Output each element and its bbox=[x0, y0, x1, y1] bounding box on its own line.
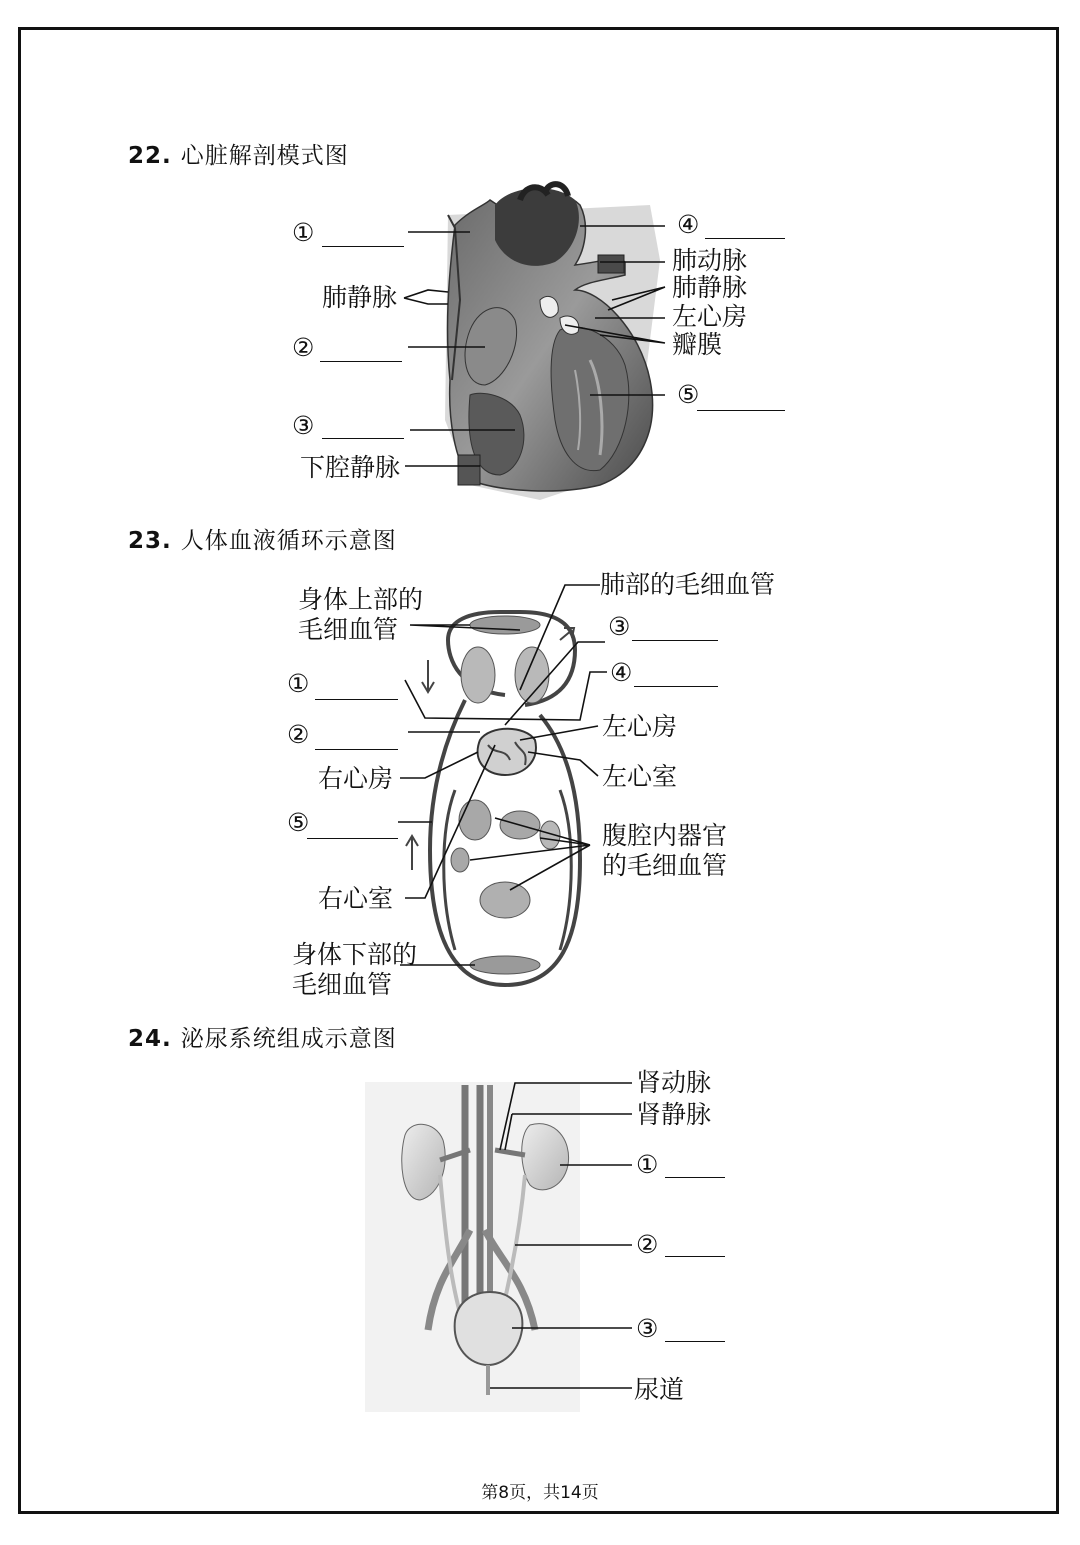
circ-marker-4: ④ bbox=[610, 658, 633, 687]
urinary-answer-blank-3[interactable] bbox=[665, 1341, 725, 1342]
heart-marker-5: ⑤ bbox=[677, 380, 700, 409]
question-24-title: 24. 泌尿系统组成示意图 bbox=[128, 1026, 397, 1052]
heart-label-valve: 瓣膜 bbox=[672, 330, 723, 359]
circ-label-right-atrium: 右心房 bbox=[318, 764, 394, 793]
urinary-answer-blank-2[interactable] bbox=[665, 1256, 725, 1257]
circ-label-upper-capillaries-line2: 毛细血管 bbox=[298, 615, 399, 644]
heart-marker-2: ② bbox=[292, 333, 315, 362]
question-title-text: 心脏解剖模式图 bbox=[180, 143, 349, 169]
circ-marker-1: ① bbox=[287, 669, 310, 698]
question-title-text: 人体血液循环示意图 bbox=[180, 528, 397, 554]
question-number: 24 bbox=[128, 1026, 163, 1052]
circ-label-lung-capillaries: 肺部的毛细血管 bbox=[600, 570, 776, 599]
circ-answer-blank-5[interactable] bbox=[307, 838, 398, 839]
circ-answer-blank-1[interactable] bbox=[315, 699, 398, 700]
heart-label-left-atrium: 左心房 bbox=[672, 302, 748, 331]
heart-label-pulmonary-artery: 肺动脉 bbox=[672, 246, 748, 275]
question-number: 22 bbox=[128, 143, 163, 169]
circ-label-abdominal-line1: 腹腔内器官 bbox=[602, 821, 728, 850]
urinary-label-renal-vein: 肾静脉 bbox=[636, 1100, 712, 1129]
heart-marker-1: ① bbox=[292, 218, 315, 247]
circulation-illustration bbox=[430, 612, 580, 985]
urinary-marker-3: ③ bbox=[636, 1314, 659, 1343]
page-number: 第8页，共14页 bbox=[481, 1483, 599, 1503]
circ-label-left-ventricle: 左心室 bbox=[602, 762, 678, 791]
question-23-title: 23. 人体血液循环示意图 bbox=[128, 528, 397, 554]
circ-marker-5: ⑤ bbox=[287, 808, 310, 837]
circ-answer-blank-4[interactable] bbox=[634, 686, 718, 687]
circ-marker-2: ② bbox=[287, 720, 310, 749]
circ-label-abdominal-line2: 的毛细血管 bbox=[602, 851, 728, 880]
circ-label-right-ventricle: 右心室 bbox=[318, 884, 394, 913]
heart-illustration bbox=[445, 184, 660, 500]
heart-label-inferior-vena-cava: 下腔静脉 bbox=[300, 453, 401, 482]
question-number: 23 bbox=[128, 528, 163, 554]
heart-answer-blank-5[interactable] bbox=[697, 410, 785, 411]
circulation-organs bbox=[406, 616, 574, 974]
circ-label-left-atrium: 左心房 bbox=[602, 712, 678, 741]
heart-answer-blank-4[interactable] bbox=[705, 238, 785, 239]
heart-answer-blank-2[interactable] bbox=[320, 361, 402, 362]
circ-answer-blank-3[interactable] bbox=[632, 640, 718, 641]
heart-label-pulmonary-vein-right: 肺静脉 bbox=[672, 273, 748, 302]
circ-label-lower-capillaries-line1: 身体下部的 bbox=[292, 940, 418, 969]
heart-marker-3: ③ bbox=[292, 411, 315, 440]
heart-answer-blank-3[interactable] bbox=[322, 438, 404, 439]
urinary-marker-1: ① bbox=[636, 1150, 659, 1179]
urinary-illustration bbox=[365, 1082, 580, 1412]
heart-answer-blank-1[interactable] bbox=[322, 246, 404, 247]
urinary-label-urethra: 尿道 bbox=[634, 1375, 685, 1404]
question-title-text: 泌尿系统组成示意图 bbox=[180, 1026, 397, 1052]
circ-answer-blank-2[interactable] bbox=[315, 749, 398, 750]
heart-marker-4: ④ bbox=[677, 210, 700, 239]
question-22-title: 22. 心脏解剖模式图 bbox=[128, 143, 349, 169]
circ-marker-3: ③ bbox=[608, 612, 631, 641]
heart-label-pulmonary-vein-left: 肺静脉 bbox=[322, 283, 398, 312]
urinary-label-renal-artery: 肾动脉 bbox=[636, 1068, 712, 1097]
urinary-marker-2: ② bbox=[636, 1230, 659, 1259]
circ-label-lower-capillaries-line2: 毛细血管 bbox=[292, 970, 393, 999]
circ-label-upper-capillaries-line1: 身体上部的 bbox=[298, 585, 424, 614]
urinary-answer-blank-1[interactable] bbox=[665, 1177, 725, 1178]
